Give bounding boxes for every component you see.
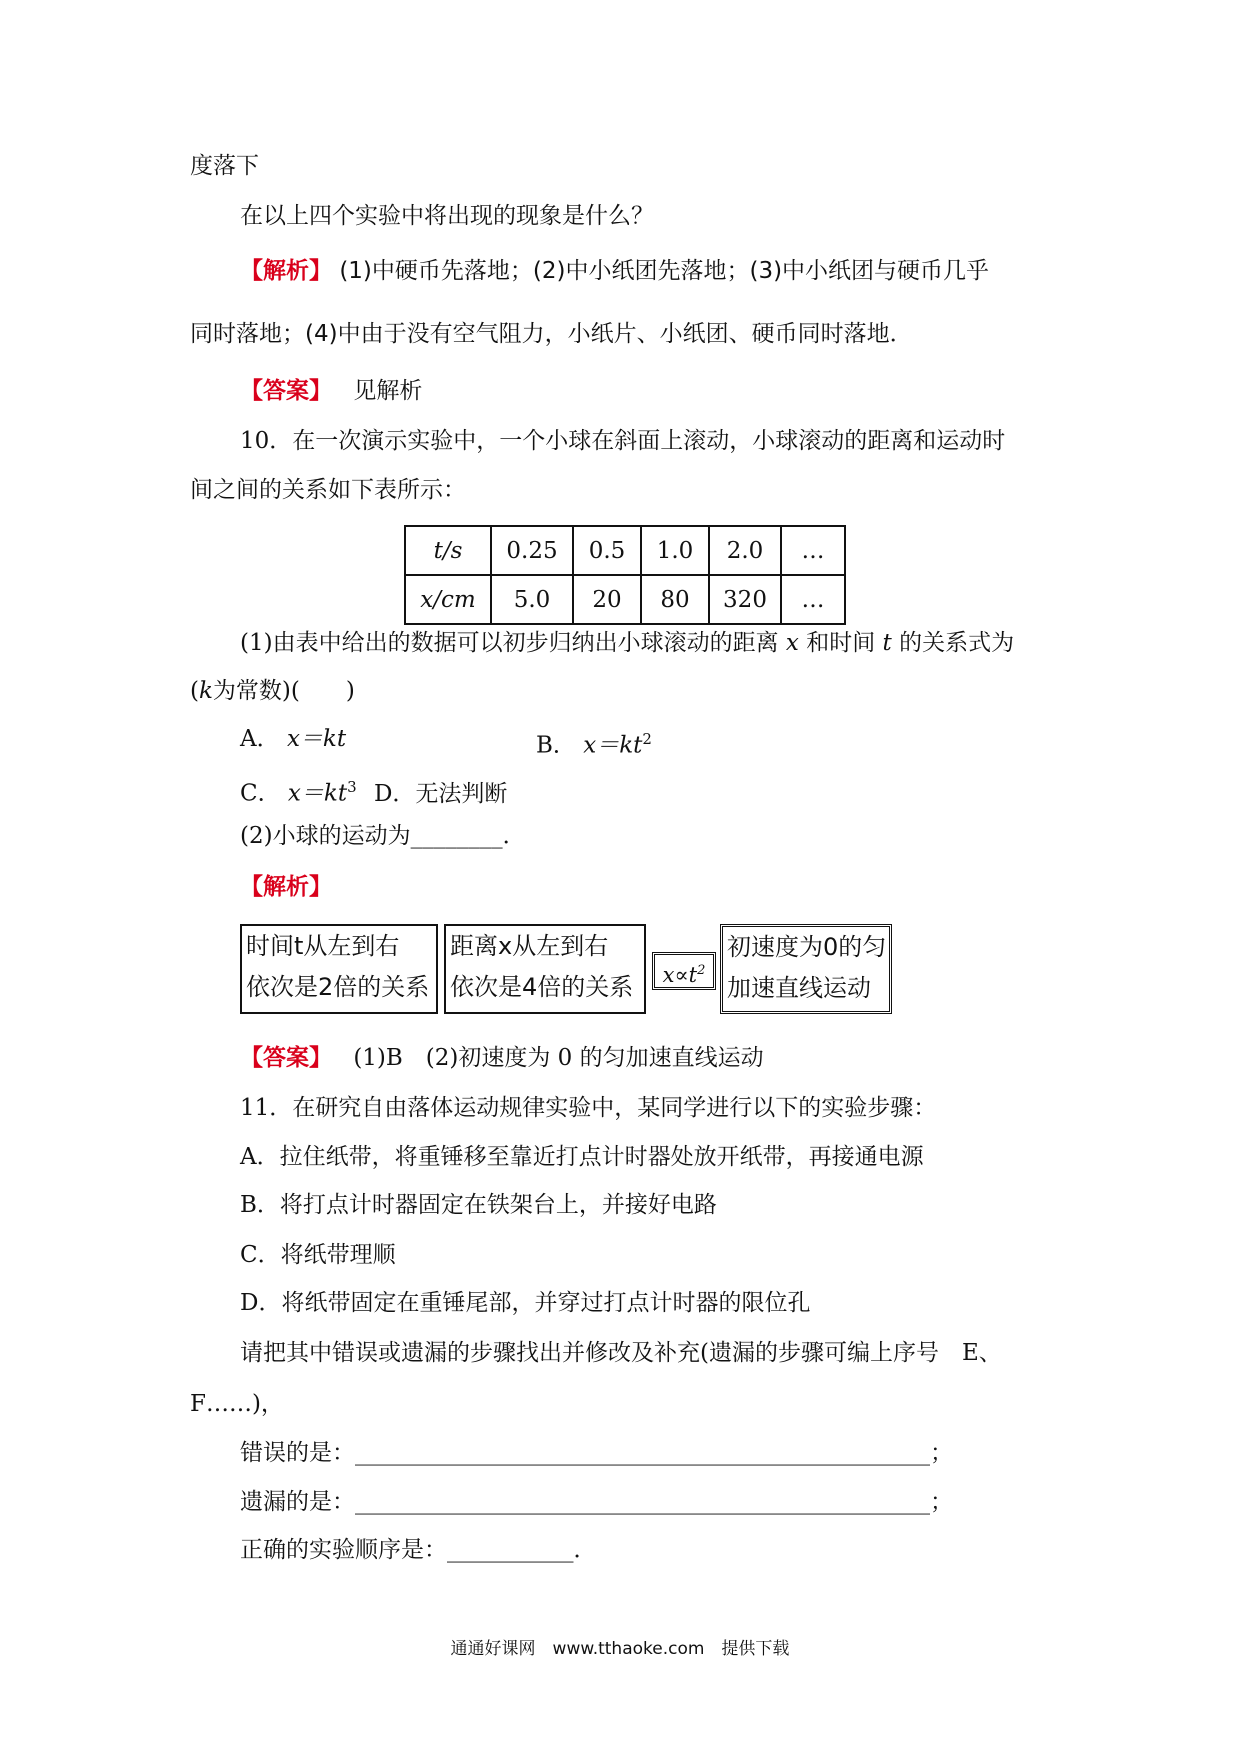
line-1: 度落下 xyxy=(190,153,259,179)
step-d: D．将纸带固定在重锤尾部，并穿过打点计时器的限位孔 xyxy=(240,1290,811,1316)
option-text: x＝kt xyxy=(287,780,348,807)
flow-text: 距离x从左到右 xyxy=(450,932,609,960)
answer-tag: 【答案】 xyxy=(240,1045,332,1071)
flow-box-time xyxy=(240,924,438,1014)
flow-text: 时间t从左到右 xyxy=(246,932,400,960)
table-cell: 80 xyxy=(641,575,709,624)
footer: 通通好课网 www.tthaoke.com 提供下载 xyxy=(450,1639,790,1659)
option-label: B． xyxy=(536,732,576,759)
analysis-line-2: 同时落地；(4)中由于没有空气阻力，小纸片、小纸团、硬币同时落地． xyxy=(190,321,913,347)
answer-line xyxy=(240,376,422,406)
q10-sub2: (2)小球的运动为________． xyxy=(240,823,526,849)
q10-line-1: 10．在一次演示实验中，一个小球在斜面上滚动，小球滚动的距离和运动时 xyxy=(240,428,1006,454)
analysis-text-1: (1)中硬币先落地；(2)中小纸团先落地；(3)中小纸团与硬币几乎 xyxy=(339,258,990,284)
analysis-tag: 【解析】 xyxy=(240,258,332,284)
flow-text: 加速直线运动 xyxy=(727,974,871,1002)
flow-box-conclusion xyxy=(720,924,892,1014)
var-k: k xyxy=(198,678,213,704)
q10-line-2: 间之间的关系如下表所示： xyxy=(190,477,466,503)
flow-text: 初速度为0的匀 xyxy=(727,933,887,961)
q10-sub1-text: ( xyxy=(190,678,199,704)
q10-sub1-line-1 xyxy=(240,628,1014,658)
relation-text: x∝t xyxy=(662,963,698,987)
q10-sub1-text: 为常数)( ) xyxy=(212,678,355,704)
superscript: 2 xyxy=(642,730,652,748)
table-cell: t/s xyxy=(405,526,491,575)
table-cell: 2.0 xyxy=(709,526,781,575)
relation-box xyxy=(652,952,716,990)
step-a: A．拉住纸带，将重锤移至靠近打点计时器处放开纸带，再接通电源 xyxy=(240,1144,924,1170)
step-b: B．将打点计时器固定在铁架台上，并接好电路 xyxy=(240,1192,717,1218)
order-blank: 正确的实验顺序是：___________． xyxy=(240,1537,597,1563)
option-text: x＝kt xyxy=(286,726,347,752)
table-cell: … xyxy=(781,526,845,575)
table-cell: x/cm xyxy=(405,575,491,624)
option-c-d xyxy=(240,772,507,809)
table-cell: 0.5 xyxy=(573,526,641,575)
question-line: 在以上四个实验中将出现的现象是什么？ xyxy=(240,203,654,229)
flow-text: 依次是2倍的关系 xyxy=(246,973,430,1001)
table-cell: 0.25 xyxy=(491,526,573,575)
option-text: x＝kt xyxy=(583,732,643,759)
flow-text: 依次是4倍的关系 xyxy=(450,973,634,1001)
superscript: 2 xyxy=(697,963,706,978)
table-cell: 320 xyxy=(709,575,781,624)
table-cell: 5.0 xyxy=(491,575,573,624)
table-cell: 1.0 xyxy=(641,526,709,575)
flow-box-distance xyxy=(444,924,646,1014)
missing-blank: 遗漏的是：__________________________________________________； xyxy=(240,1489,953,1515)
option-label: C． xyxy=(240,780,281,807)
table-row xyxy=(405,526,845,575)
q11-instruction-2: F……)， xyxy=(190,1391,284,1417)
q10-sub1-line-2 xyxy=(190,676,355,706)
analysis-line-1 xyxy=(240,256,989,286)
var-t: t xyxy=(882,630,892,656)
answer-text: 见解析 xyxy=(353,378,423,404)
var-x: x xyxy=(785,630,799,656)
table-cell: 20 xyxy=(573,575,641,624)
q11-line: 11．在研究自由落体运动规律实验中，某同学进行以下的实验步骤： xyxy=(240,1095,937,1121)
answer-text: (1)B (2)初速度为 0 的匀加速直线运动 xyxy=(353,1045,764,1071)
table-row xyxy=(405,575,845,624)
q10-sub1-text: 的关系式为 xyxy=(899,630,1015,656)
option-d: D．无法判断 xyxy=(373,780,508,807)
step-c: C．将纸带理顺 xyxy=(240,1242,396,1268)
answer-line-2 xyxy=(240,1043,764,1073)
answer-tag: 【答案】 xyxy=(240,378,332,404)
q10-sub1-text: (1)由表中给出的数据可以初步归纳出小球滚动的距离 xyxy=(240,630,779,656)
analysis-tag-2: 【解析】 xyxy=(240,874,332,900)
superscript: 3 xyxy=(347,778,357,796)
table-cell: … xyxy=(781,575,845,624)
q11-instruction-1: 请把其中错误或遗漏的步骤找出并修改及补充(遗漏的步骤可编上序号 E、 xyxy=(240,1340,1002,1366)
data-table xyxy=(404,525,846,625)
error-blank: 错误的是：__________________________________________________； xyxy=(240,1440,953,1466)
q10-sub1-text: 和时间 xyxy=(806,630,876,656)
option-b xyxy=(536,724,652,761)
option-a xyxy=(240,724,346,754)
option-label: A． xyxy=(240,726,280,752)
